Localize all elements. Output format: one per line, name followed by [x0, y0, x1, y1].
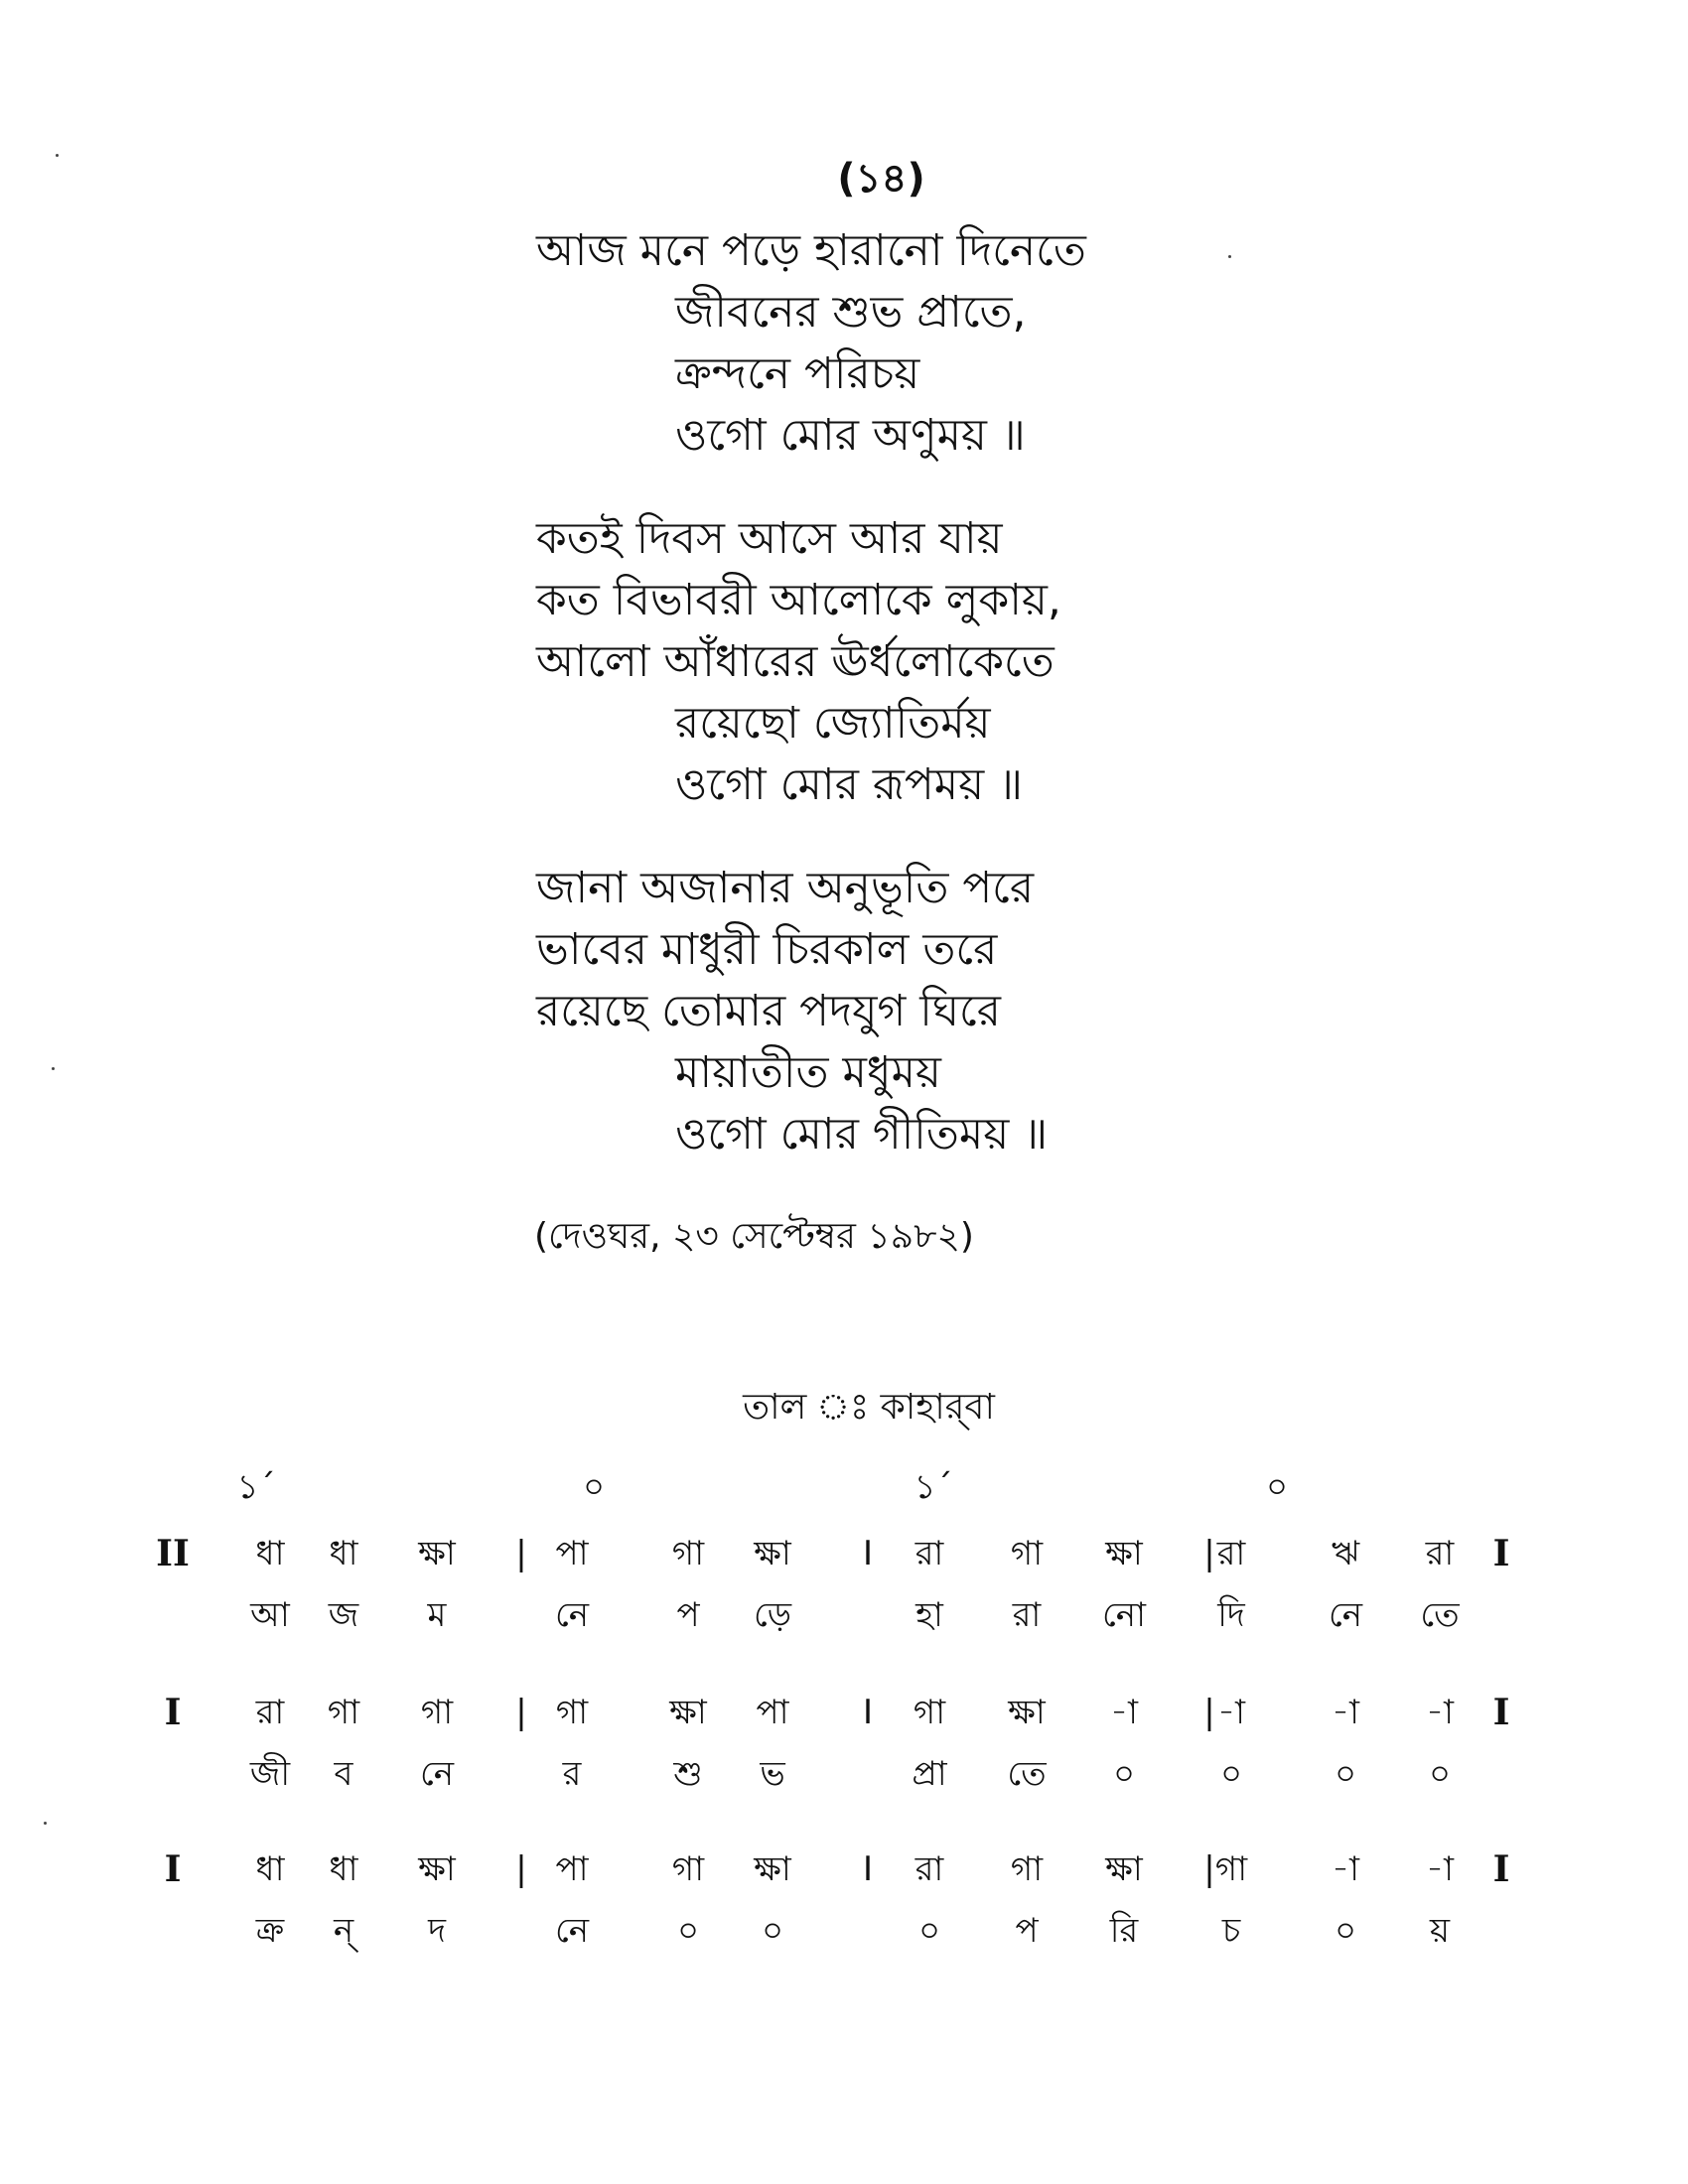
lyric-syllable: চ: [1221, 1911, 1241, 1951]
lyric-syllable: ০: [761, 1911, 784, 1951]
lyric-syllable: র: [562, 1754, 582, 1794]
swara-note: ক্ষা: [418, 1534, 456, 1573]
scan-speck: [44, 1822, 47, 1825]
lyric-syllable: ০: [1112, 1754, 1136, 1794]
beat-bar: |: [1203, 1693, 1215, 1732]
swara-note: -া: [1426, 1849, 1454, 1889]
lyric-syllable: রা: [1012, 1595, 1042, 1635]
swara-note: গা: [1010, 1534, 1044, 1573]
swara-note: -া: [1426, 1693, 1454, 1732]
swara-note: -া: [1110, 1693, 1138, 1732]
date-note: (দেওঘর, ২৩ সেপ্টেম্বর ১৯৮২): [534, 1216, 974, 1257]
poem-line: জানা অজানার অনুভূতি পরে: [536, 863, 1035, 913]
swara-note: গা: [1010, 1849, 1044, 1889]
lyric-syllable: নে: [1328, 1595, 1363, 1635]
lyric-syllable: শু: [673, 1754, 703, 1794]
poem-line: ওগো মোর অণুময় ॥: [675, 410, 1026, 461]
lyric-syllable: ম: [427, 1595, 447, 1635]
swara-note: ক্ষা: [1105, 1534, 1143, 1573]
lyric-syllable: তে: [1420, 1595, 1460, 1635]
beat-mark: ০: [582, 1467, 606, 1507]
section-bar: I: [862, 1693, 874, 1732]
beat-bar: |: [515, 1534, 527, 1573]
row-open-marker: I: [164, 1692, 182, 1733]
row-close-marker: I: [1492, 1692, 1510, 1733]
poem-line: মায়াতীত মধুময়: [675, 1047, 941, 1098]
swara-note: গা: [555, 1693, 589, 1732]
lyric-syllable: নে: [419, 1754, 455, 1794]
lyric-syllable: নে: [554, 1911, 590, 1951]
poem-line: আজ মনে পড়ে হারানো দিনেতে: [536, 225, 1086, 276]
lyric-syllable: জ: [328, 1595, 359, 1635]
tal-title: তাল ঃ কাহার্‌বা: [743, 1387, 995, 1428]
row-close-marker: I: [1492, 1533, 1510, 1574]
swara-note: গা: [913, 1693, 946, 1732]
section-bar: I: [862, 1534, 874, 1573]
swara-note: পা: [756, 1693, 789, 1732]
section-bar: I: [862, 1849, 874, 1889]
swara-note: ধা: [255, 1534, 285, 1573]
lyric-syllable: নে: [554, 1595, 590, 1635]
poem-line: কতই দিবস আসে আর যায়: [536, 513, 1003, 564]
lyric-syllable: ০: [676, 1911, 700, 1951]
swara-note: গা: [420, 1693, 454, 1732]
swara-note: পা: [555, 1534, 589, 1573]
lyric-syllable: ভ: [760, 1754, 785, 1794]
beat-bar: |: [1203, 1849, 1215, 1889]
lyric-syllable: প: [1015, 1911, 1039, 1951]
swara-note: ঋ: [1331, 1534, 1360, 1573]
poem-line: ক্রন্দনে পরিচয়: [675, 348, 920, 399]
lyric-syllable: আ: [250, 1595, 290, 1635]
beat-bar: |: [1203, 1534, 1215, 1573]
swara-note: গা: [327, 1693, 360, 1732]
lyric-syllable: দি: [1217, 1595, 1245, 1635]
lyric-syllable: তে: [1007, 1754, 1047, 1794]
beat-mark: ১´: [236, 1467, 276, 1507]
swara-note: ক্ষা: [1008, 1693, 1046, 1732]
poem-line: আলো আঁধারের ঊর্ধলোকেতে: [536, 636, 1055, 687]
lyric-syllable: প্রা: [912, 1754, 947, 1794]
poem-line: রয়েছে তোমার পদযুগ ঘিরে: [536, 986, 1001, 1036]
scan-speck: [1228, 255, 1231, 258]
scan-speck: [56, 154, 59, 157]
lyric-syllable: ০: [1334, 1754, 1357, 1794]
beat-mark: ০: [1265, 1467, 1289, 1507]
lyric-syllable: ০: [1428, 1754, 1452, 1794]
lyric-syllable: য়: [1429, 1911, 1451, 1951]
beat-mark: ১´: [914, 1467, 953, 1507]
poem-line: জীবনের শুভ প্রাতে,: [675, 287, 1027, 338]
swara-note: রা: [1425, 1534, 1455, 1573]
swara-note: রা: [914, 1849, 944, 1889]
lyric-syllable: রি: [1109, 1911, 1139, 1951]
lyric-syllable: ড়ে: [753, 1595, 792, 1635]
lyric-syllable: ০: [1334, 1911, 1357, 1951]
swara-note: পা: [555, 1849, 589, 1889]
lyric-syllable: ক্র: [255, 1911, 285, 1951]
swara-note: ধা: [255, 1849, 285, 1889]
lyric-syllable: জী: [249, 1754, 291, 1794]
scan-speck: [52, 1067, 55, 1070]
lyric-syllable: ০: [917, 1911, 941, 1951]
swara-note: ক্ষা: [754, 1534, 791, 1573]
swara-note: ক্ষা: [418, 1849, 456, 1889]
poem-line: ওগো মোর গীতিময় ॥: [675, 1109, 1049, 1160]
swara-note: ক্ষা: [1105, 1849, 1143, 1889]
lyric-syllable: ন্: [333, 1911, 354, 1951]
beat-bar: |: [515, 1849, 527, 1889]
beat-bar: |: [515, 1693, 527, 1732]
row-open-marker: II: [156, 1533, 190, 1574]
swara-note: গা: [1214, 1849, 1248, 1889]
swara-note: ধা: [329, 1849, 358, 1889]
swara-note: ধা: [329, 1534, 358, 1573]
row-open-marker: I: [164, 1848, 182, 1890]
page-number: (১৪): [837, 156, 925, 202]
swara-note: -া: [1332, 1693, 1359, 1732]
swara-note: রা: [255, 1693, 285, 1732]
lyric-syllable: ০: [1219, 1754, 1243, 1794]
lyric-syllable: দ: [428, 1911, 446, 1951]
poem-line: কত বিভাবরী আলোকে লুকায়,: [536, 575, 1061, 625]
lyric-syllable: ব: [334, 1754, 353, 1794]
swara-note: ক্ষা: [754, 1849, 791, 1889]
row-close-marker: I: [1492, 1848, 1510, 1890]
swara-note: রা: [1216, 1534, 1246, 1573]
swara-note: গা: [671, 1849, 705, 1889]
swara-note: গা: [671, 1534, 705, 1573]
swara-note: ক্ষা: [669, 1693, 707, 1732]
lyric-syllable: নো: [1102, 1595, 1146, 1635]
lyric-syllable: প: [676, 1595, 700, 1635]
swara-note: -া: [1217, 1693, 1245, 1732]
poem-line: ওগো মোর রূপময় ॥: [675, 759, 1024, 810]
swara-note: -া: [1332, 1849, 1359, 1889]
poem-line: ভাবের মাধুরী চিরকাল তরে: [536, 924, 998, 975]
lyric-syllable: হা: [915, 1595, 943, 1635]
swara-note: রা: [914, 1534, 944, 1573]
poem-line: রয়েছো জ্যোতির্ময়: [675, 698, 991, 749]
